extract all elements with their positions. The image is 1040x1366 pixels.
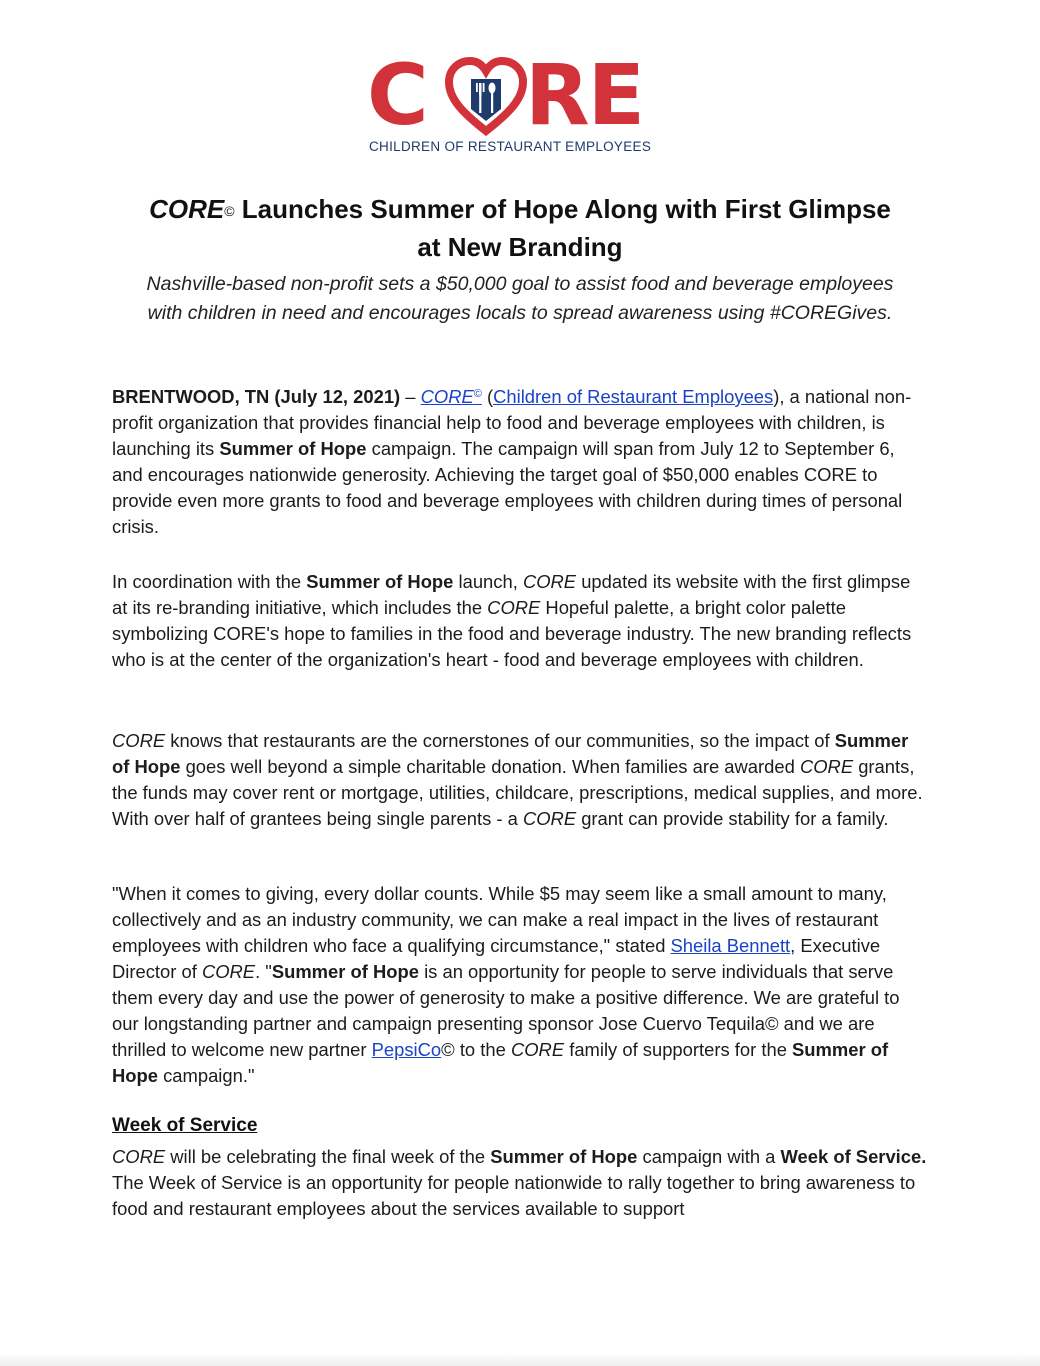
impact-italic-core-1: CORE <box>112 730 166 751</box>
branding-italic-core-1: CORE <box>522 571 577 592</box>
paren-open: ( <box>481 386 494 407</box>
service-text-3: The Week of Service is an opportunity for people nationwide to rally together to bring awareness to food and restaurant employees about the services available to support <box>112 1172 916 1219</box>
service-bold-campaign: Summer of Hope <box>490 1146 638 1167</box>
impact-italic-core-2: CORE <box>799 756 854 777</box>
impact-text-4: grant can provide stability for a family. <box>576 808 889 829</box>
logo-letter-c: C <box>367 46 427 144</box>
service-bold-week: Week of Service. <box>780 1146 927 1167</box>
title-brand: CORE <box>149 194 225 224</box>
intro-bold-campaign: Summer of Hope <box>219 438 367 459</box>
service-text-1: will be celebrating the final week of the <box>165 1146 491 1167</box>
quote-text-4: is an opportunity for people to serve individuals that serve them every day and use the power of generosity to make a positive difference. We are grateful to our longstanding partner and campaign presenting sponsor Jose Cuervo Tequila© and we are thrilled to welcome new partner <box>112 961 900 1060</box>
paragraph-quote <box>112 881 930 1089</box>
sheila-bennett-link[interactable]: Sheila Bennett <box>670 935 791 956</box>
children-of-restaurant-employees-link[interactable]: Children of Restaurant Employees <box>493 386 774 407</box>
service-text-2: campaign with a <box>637 1146 781 1167</box>
impact-text-3: grants, the funds may cover rent or mortgage, utilities, childcare, prescriptions, medical supplies, and more. With over half of grantees being single parents - a <box>112 756 923 829</box>
impact-text-2: goes well beyond a simple charitable donation. When families are awarded <box>180 756 800 777</box>
subtitle-line-1: Nashville-based non-profit sets a $50,000 goal to assist food and beverage employees <box>146 273 894 295</box>
service-italic-core: CORE <box>112 1146 166 1167</box>
paragraph-week-of-service <box>112 1144 930 1222</box>
section-heading-week-of-service: Week of Service <box>112 1115 258 1136</box>
quote-text-5: © to the <box>441 1039 511 1060</box>
core-link-text: CORE <box>420 386 474 407</box>
logo-subtitle: CHILDREN OF RESTAURANT EMPLOYEES <box>369 139 652 154</box>
impact-bold-campaign: Summer of Hope <box>112 730 909 777</box>
core-link[interactable] <box>421 386 482 407</box>
press-release-title <box>100 190 940 266</box>
press-release-subtitle <box>110 270 930 328</box>
quote-text-2: , Executive Director of <box>112 935 881 982</box>
quote-text-1: "When it comes to giving, every dollar counts. While $5 may seem like a small amount to many, collectively and as an industry community, we can make a real impact in the lives of restaurant employees with children who face a qualifying circumstance," stated <box>112 883 887 956</box>
branding-text-2: launch, <box>453 571 523 592</box>
quote-italic-core-1: CORE <box>201 961 256 982</box>
pepsico-link[interactable]: PepsiCo <box>371 1039 442 1060</box>
impact-text-1: knows that restaurants are the cornerstones of our communities, so the impact of <box>165 730 835 751</box>
branding-text-3: updated its website with the first glimpse at its re-branding initiative, which includes the <box>112 571 911 618</box>
branding-bold-campaign: Summer of Hope <box>306 571 454 592</box>
title-line-2: at New Branding <box>417 232 623 262</box>
quote-bold-campaign-2: Summer of Hope <box>112 1039 889 1086</box>
core-logo <box>365 46 675 160</box>
branding-text-1: In coordination with the <box>112 571 307 592</box>
branding-text-4: Hopeful palette, a bright color palette symbolizing CORE's hope to families in the food and beverage industry. The new branding reflects who is at the center of the organization's heart - food and beverage employees with children. <box>112 597 912 670</box>
paragraph-impact <box>112 728 930 832</box>
intro-text-1: ), a national non-profit organization that provides financial help to food and beverage employees with children, is launching its <box>112 386 912 459</box>
branding-italic-core-2: CORE <box>487 597 541 618</box>
paragraph-branding <box>112 569 930 673</box>
quote-italic-core-2: CORE <box>510 1039 565 1060</box>
core-link-mark: © <box>473 388 482 400</box>
impact-italic-core-3: CORE <box>522 808 577 829</box>
title-copyright-mark: © <box>224 203 235 219</box>
quote-text-6: family of supporters for the <box>564 1039 793 1060</box>
title-line-1: Launches Summer of Hope Along with First Glimpse <box>234 194 891 224</box>
dash: – <box>400 386 421 407</box>
logo-letters-re: RE <box>525 46 644 144</box>
page-bottom-edge <box>0 1354 1040 1366</box>
quote-bold-campaign-1: Summer of Hope <box>271 961 419 982</box>
quote-text-7: campaign." <box>157 1065 255 1086</box>
intro-text-2: campaign. The campaign will span from July 12 to September 6, and encourages nationwide generosity. Achieving the target goal of $50,000 enables CORE to provide even more grants to food and beverage employees with children during times of personal crisis. <box>112 438 903 537</box>
quote-text-3: . " <box>255 961 272 982</box>
dateline: BRENTWOOD, TN (July 12, 2021) <box>112 386 401 407</box>
heart-with-fork-and-spoon-icon <box>445 57 527 137</box>
subtitle-line-2: with children in need and encourages locals to spread awareness using #COREGives. <box>147 302 893 324</box>
paragraph-intro <box>112 384 930 540</box>
